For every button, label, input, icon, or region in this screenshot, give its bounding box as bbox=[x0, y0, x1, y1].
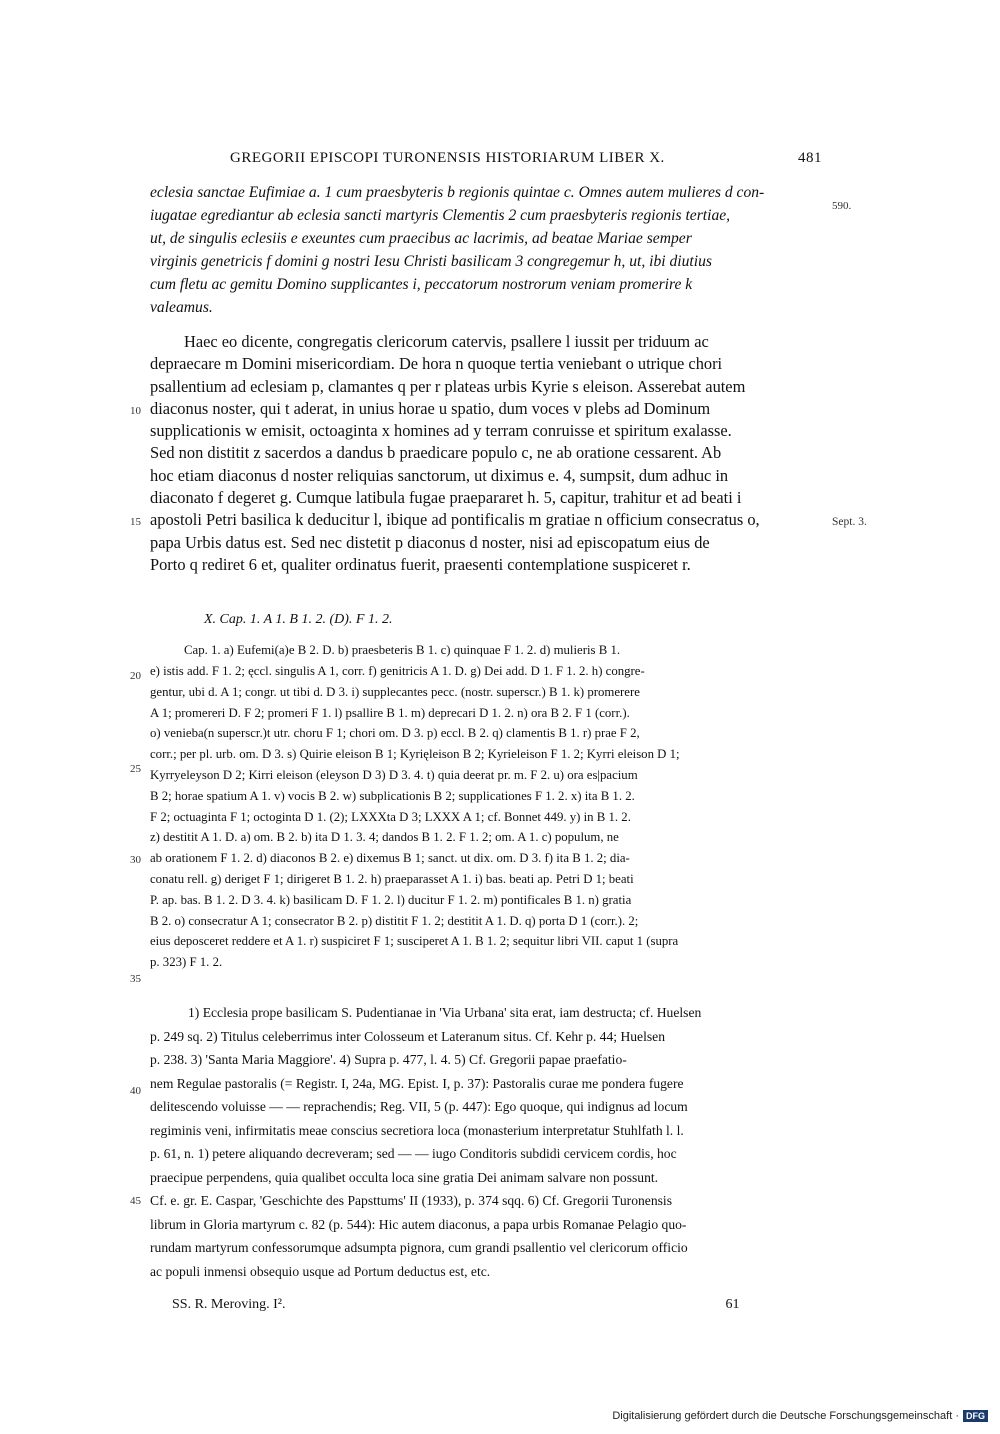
apparatus-line: Kyrryeleyson D 2; Kirri eleison (eleyson D 3) D 3. 4. t) quia deerat pr. m. F 2. u) ora es|pacium bbox=[150, 768, 638, 783]
footnote-line: rundam martyrum confessorumque adsumpta pignora, cum grandi psallentio vel clericorum officio bbox=[150, 1240, 688, 1256]
footnote-line: praecipue perpendens, quia qualibet occulta loca sine gratia Dei animam salvare non possunt. bbox=[150, 1169, 659, 1185]
apparatus-line: P. ap. bas. B 1. 2. D 3. 4. k) basilicam D. F 1. 2. l) ducitur F 1. 2. m) pontificales B 1. n) gratia bbox=[150, 892, 632, 907]
text-line: diaconato f degeret g. Cumque latibula fugae praepararet h. 5, capitur, trahitur et ad beati i bbox=[150, 488, 742, 508]
text-line: virginis genetricis f domini g nostri Iesu Christi basilicam 3 congregemur h, ut, ibi diutius bbox=[150, 253, 712, 270]
apparatus-line: o) venieba(n superscr.)t utr. choru F 1; chori om. D 3. p) eccl. B 2. q) clamentis B 1. r) prae F 2, bbox=[150, 726, 640, 741]
page-number: 481 bbox=[798, 150, 822, 166]
text-line: papa Urbis datus est. Sed nec distetit p diaconus d noster, nisi ad episcopatum eius de bbox=[150, 532, 710, 552]
text-line: diaconus noster, qui t aderat, in unius horae u spatio, dum voces v plebs ad Dominum bbox=[150, 398, 711, 418]
apparatus-line: e) istis add. F 1. 2; ęccl. singulis A 1, corr. f) genitricis A 1. D. g) Dei add. D 1. F 1. 2. h) congre- bbox=[150, 664, 645, 679]
dfg-credit-text: Digitalisierung gefördert durch die Deutsche Forschungsgemeinschaft · bbox=[612, 1410, 959, 1422]
apparatus-line: A 1; promereri D. F 2; promeri F 1. l) psallire B 1. m) deprecari D 1. 2. n) ora B 2. F 1 (corr.). bbox=[150, 705, 630, 720]
text-line: Sed non distitit z sacerdos a dandus b praedicare populo c, ne ab oratione cessarent. Ab bbox=[150, 443, 722, 463]
apparatus-line: B 2; horae spatium A 1. v) vocis B 2. w) subplicationis B 2; supplicationes F 1. 2. x) ita B 1. 2. bbox=[150, 788, 635, 803]
footnote-line: nem Regulae pastoralis (= Registr. I, 24a, MG. Epist. I, p. 37): Pastoralis curae me pondera fugere bbox=[150, 1075, 684, 1091]
text-line: eclesia sanctae Eufimiae a. 1 cum praesbyteris b regionis quintae c. Omnes autem mulieres d con- bbox=[150, 184, 765, 201]
manuscript-list: X. Cap. 1. A 1. B 1. 2. (D). F 1. 2. bbox=[204, 612, 393, 628]
apparatus-line: ab orationem F 1. 2. d) diaconos B 2. e) dixemus B 1; sanct. ut dix. om. D 3. f) ita B 1. 2; dia- bbox=[150, 851, 630, 866]
margin-date: Sept. 3. bbox=[832, 516, 867, 528]
apparatus-line: Cap. 1. a) Eufemi(a)e B 2. D. b) praesbeteris B 1. c) quinquae F 1. 2. d) mulieris B 1. bbox=[184, 643, 621, 658]
footnote-line: p. 249 sq. 2) Titulus celeberrimus inter Colosseum et Lateranum situs. Cf. Kehr p. 44; Huelsen bbox=[150, 1028, 665, 1044]
text-line: ut, de singulis eclesiis e exeuntes cum praecibus ac lacrimis, ad beatae Mariae semper bbox=[150, 230, 692, 247]
line-number: 25 bbox=[130, 763, 141, 775]
running-title: GREGORII EPISCOPI TURONENSIS HISTORIARUM LIBER X. bbox=[230, 150, 665, 166]
apparatus-line: z) destitit A 1. D. a) om. B 2. b) ita D 1. 3. 4; dandos B 1. 2. F 1. 2; om. A 1. c) populum, ne bbox=[150, 830, 619, 845]
footnote-line: Cf. e. gr. E. Caspar, 'Geschichte des Papsttums' II (1933), p. 374 sqq. 6) Cf. Gregorii Turonensis bbox=[150, 1193, 672, 1209]
text-line: Haec eo dicente, congregatis clericorum catervis, psallere l iussit per triduum ac bbox=[184, 332, 709, 351]
footnotes bbox=[150, 1001, 822, 1283]
apparatus-line: gentur, ubi d. A 1; congr. ut tibi d. D 3. i) supplecantes pecc. (nostr. superscr.) B 1. k) promerere bbox=[150, 684, 640, 699]
margin-year: 590. bbox=[832, 200, 852, 212]
line-number: 30 bbox=[130, 854, 141, 866]
footnote-line: p. 61, n. 1) petere aliquando decreveram; sed — — iugo Conditoris subdidi cervicem cordis, hoc bbox=[150, 1146, 677, 1162]
footnote-line: delitescendo voluisse — — reprachendis; Reg. VII, 5 (p. 447): Ego quoque, qui indignus ad locum bbox=[150, 1099, 688, 1115]
line-number: 20 bbox=[130, 670, 141, 682]
apparatus-line: B 2. o) consecratur A 1; consecrator B 2. p) distitit F 1. 2; destitit A 1. D. q) porta D 1 (corr.). 2; bbox=[150, 913, 639, 928]
text-line: hoc etiam diaconus d noster reliquias sanctorum, ut diximus e. 4, sumpsit, dum adhuc in bbox=[150, 465, 729, 485]
apparatus-line: F 2; octuaginta F 1; octoginta D 1. (2); LXXXta D 3; LXXX A 1; cf. Bonnet 449. y) in B 1. 2. bbox=[150, 809, 631, 824]
footnote-line: regiminis veni, infirmitatis meae conscius secretiora loca (monasterium interpretatur Stuhlfath l. l. bbox=[150, 1122, 684, 1138]
dfg-credit bbox=[612, 1410, 988, 1422]
line-number: 15 bbox=[130, 516, 141, 528]
page-footer bbox=[150, 1297, 822, 1313]
apparatus-line: corr.; per pl. urb. om. D 3. s) Quirie eleison B 1; Kyrięleison B 2; Kyrieleison F 1. 2; Kyrri eleison D 1; bbox=[150, 747, 680, 762]
running-header bbox=[150, 150, 822, 167]
text-line: depraecare m Domini misericordiam. De hora n quoque tertia veniebant o utrique chori bbox=[150, 354, 723, 374]
line-number: 35 bbox=[130, 973, 141, 985]
line-number: 45 bbox=[130, 1195, 141, 1207]
apparatus-line: conatu rell. g) deriget F 1; dirigeret B 1. 2. h) praeparasset A 1. i) bas. beati ap. Petri D 1; beati bbox=[150, 872, 634, 887]
apparatus-line: p. 323) F 1. 2. bbox=[150, 955, 223, 970]
text-line: iugatae egrediantur ab eclesia sancti martyris Clementis 2 cum praesbyteris regionis tertiae, bbox=[150, 207, 731, 224]
page bbox=[150, 150, 822, 1313]
sheet-number: 61 bbox=[725, 1297, 740, 1313]
text-line: psallentium ad eclesiam p, clamantes q per r plateas urbis Kyrie s eleison. Asserebat autem bbox=[150, 376, 746, 396]
text-line: valeamus. bbox=[150, 299, 213, 316]
dfg-logo: DFG bbox=[963, 1410, 988, 1422]
footnote-line: ac populi inmensi obsequio usque ad Portum deductus est, etc. bbox=[150, 1263, 491, 1279]
line-number: 40 bbox=[130, 1085, 141, 1097]
signature-mark: SS. R. Meroving. I². bbox=[172, 1297, 286, 1313]
critical-apparatus bbox=[150, 640, 822, 973]
line-number: 10 bbox=[130, 405, 141, 417]
footnote-line: librum in Gloria martyrum c. 82 (p. 544): Hic autem diaconus, a papa urbis Romanae Pelagio quo- bbox=[150, 1216, 687, 1232]
footnote-line: 1) Ecclesia prope basilicam S. Pudentianae in 'Via Urbana' sita erat, iam destructa; cf. Huelsen bbox=[188, 1005, 702, 1021]
text-line: apostoli Petri basilica k deducitur l, ibique ad pontificalis m gratiae n officium consecratus o, bbox=[150, 510, 760, 530]
text-line: supplicationis w emisit, octoaginta x homines ad y terram conruisse et spiritum exalasse. bbox=[150, 421, 732, 441]
text-line: cum fletu ac gemitu Domino supplicantes i, peccatorum nostrorum veniam promerire k bbox=[150, 276, 693, 293]
footnote-line: p. 238. 3) 'Santa Maria Maggiore'. 4) Supra p. 477, l. 4. 5) Cf. Gregorii papae praefatio- bbox=[150, 1052, 627, 1068]
text-line: Porto q rediret 6 et, qualiter ordinatus fuerit, praesenti contemplatione suspiceret r. bbox=[150, 554, 691, 574]
apparatus-line: eius deposceret reddere et A 1. r) suspiciret F 1; susciperet A 1. B 1. 2; sequitur libri VII. caput 1 (supra bbox=[150, 934, 679, 949]
italic-paragraph bbox=[150, 181, 822, 319]
body-paragraph bbox=[150, 331, 822, 576]
